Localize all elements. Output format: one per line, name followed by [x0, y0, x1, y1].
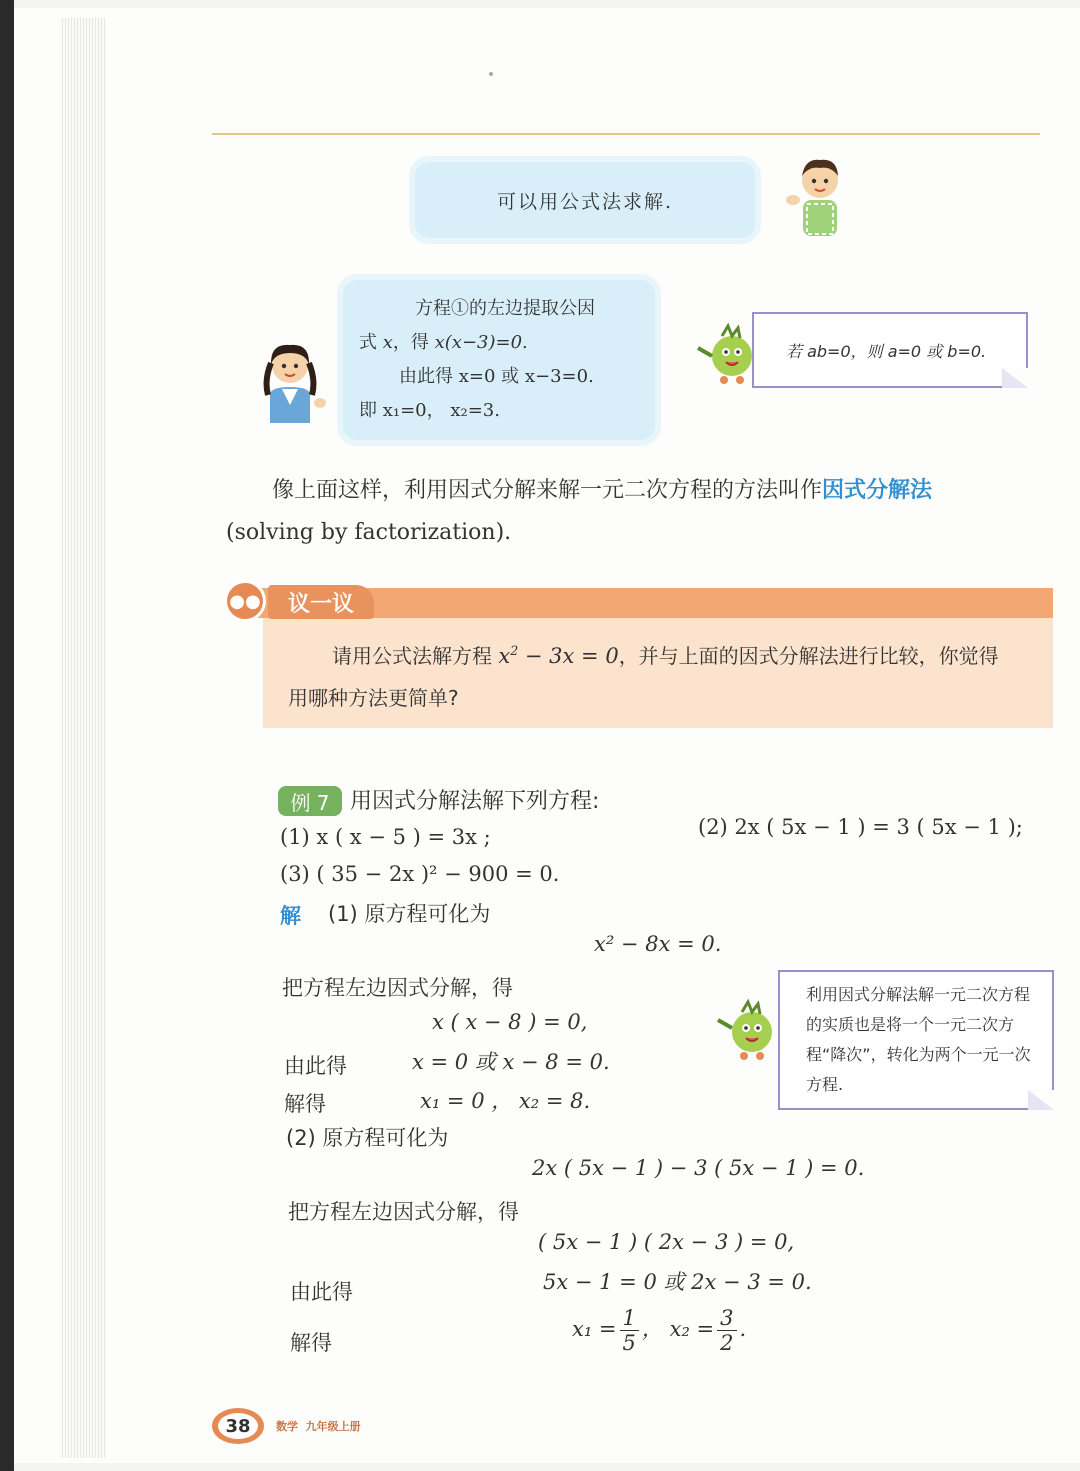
factor-label-2: 把方程左边因式分解，得 [288, 1200, 519, 1224]
note-fold [1002, 368, 1028, 388]
example-part-3: (3) ( 35 − 2x )² − 900 = 0. [280, 862, 560, 886]
solution-2-factored: ( 5x − 1 ) ( 2x − 3 ) = 0, [538, 1230, 795, 1254]
speech-bubble-top [415, 162, 755, 238]
hint-note-reduction-text: 利用因式分解法解一元二次方程的实质也是将一个一元二次方程“降次”，转化为两个一元一次方程. [806, 985, 1031, 1094]
page-leaf-edges [60, 18, 106, 1458]
solution-2-equation: 2x ( 5x − 1 ) − 3 ( 5x − 1 ) = 0. [532, 1156, 865, 1180]
hence-label-2: 由此得 [290, 1280, 353, 1304]
mascot-icon [716, 998, 778, 1062]
solution-1-intro: (1) 原方程可化为 [328, 902, 491, 926]
bubble-line-3: 由此得 x=0 或 x−3=0. [399, 366, 594, 387]
term-factorization: 因式分解法 [822, 478, 933, 503]
footer-label [276, 1418, 361, 1434]
speech-bubble-top-text: 可以用公式法求解. [496, 190, 674, 213]
definition-paragraph [226, 470, 1056, 554]
solution-2-hence: 5x − 1 = 0 或 2x − 3 = 0. [543, 1270, 812, 1294]
header-rule [212, 133, 1040, 135]
hint-note-reduction [778, 970, 1054, 1110]
definition-english: (solving by factorization). [226, 520, 512, 545]
solution-1-factored: x ( x − 8 ) = 0, [432, 1010, 588, 1034]
page-number-badge [212, 1408, 264, 1444]
example-part-2: (2) 2x ( 5x − 1 ) = 3 ( 5x − 1 ); [698, 815, 1023, 839]
solution-2-intro: (2) 原方程可化为 [286, 1126, 449, 1150]
boy-icon [785, 152, 855, 242]
hint-note-ab [752, 312, 1028, 388]
example-part-1: (1) x ( x − 5 ) = 3x ; [280, 825, 491, 849]
bubble-line-4: 即 x₁=0， x₂=3. [359, 400, 500, 421]
solve-label-1: 解得 [284, 1092, 326, 1116]
definition-text: 像上面这样，利用因式分解来解一元二次方程的方法叫作 [272, 478, 823, 503]
people-icon: ●● [224, 580, 266, 622]
solution-1-hence: x = 0 或 x − 8 = 0. [412, 1050, 610, 1074]
mascot-icon [696, 322, 758, 386]
bubble-line-1: 方程①的左边提取公因 [415, 298, 595, 319]
solution-1-result: x₁ = 0 ， x₂ = 8. [420, 1089, 591, 1113]
solution-2-result: x₁ = $\frac{1}{5}$ ， x₂ = $\frac{3}{2}$ . [572, 1306, 747, 1355]
solve-label-2: 解得 [290, 1331, 332, 1355]
footer-grade: 九年级上册 [305, 1420, 361, 1433]
footer-subject: 数学 [276, 1420, 298, 1433]
hence-label-1: 由此得 [284, 1054, 347, 1078]
book-binding-edge [0, 0, 14, 1471]
speech-bubble-solution [343, 280, 655, 440]
note-fold [1028, 1090, 1054, 1110]
discuss-question: 请用公式法解方程 $x^2 - 3x = 0$，并与上面的因式分解法进行比较，你觉得 用哪种方法更简单? [288, 643, 999, 710]
hint-note-ab-text: 若 ab=0，则 a=0 或 b=0. [786, 341, 987, 361]
example-title: 用因式分解法解下列方程: [350, 789, 600, 814]
page-number: 38 [218, 1413, 258, 1439]
solution-1-equation: x² − 8x = 0. [594, 932, 722, 956]
solution-label: 解 [280, 904, 301, 928]
fraction-three-halves: $\frac{3}{2}$ [717, 1306, 736, 1355]
example-badge: 例 7 [278, 786, 342, 816]
factor-label-1: 把方程左边因式分解，得 [282, 976, 513, 1000]
discuss-label: 议一议 [268, 585, 374, 619]
fraction-one-fifth: $\frac{1}{5}$ [620, 1306, 639, 1355]
girl-icon [252, 335, 332, 427]
bubble-line-2: 式 x，得 x(x−3)=0. [359, 332, 528, 353]
speck [489, 72, 493, 76]
